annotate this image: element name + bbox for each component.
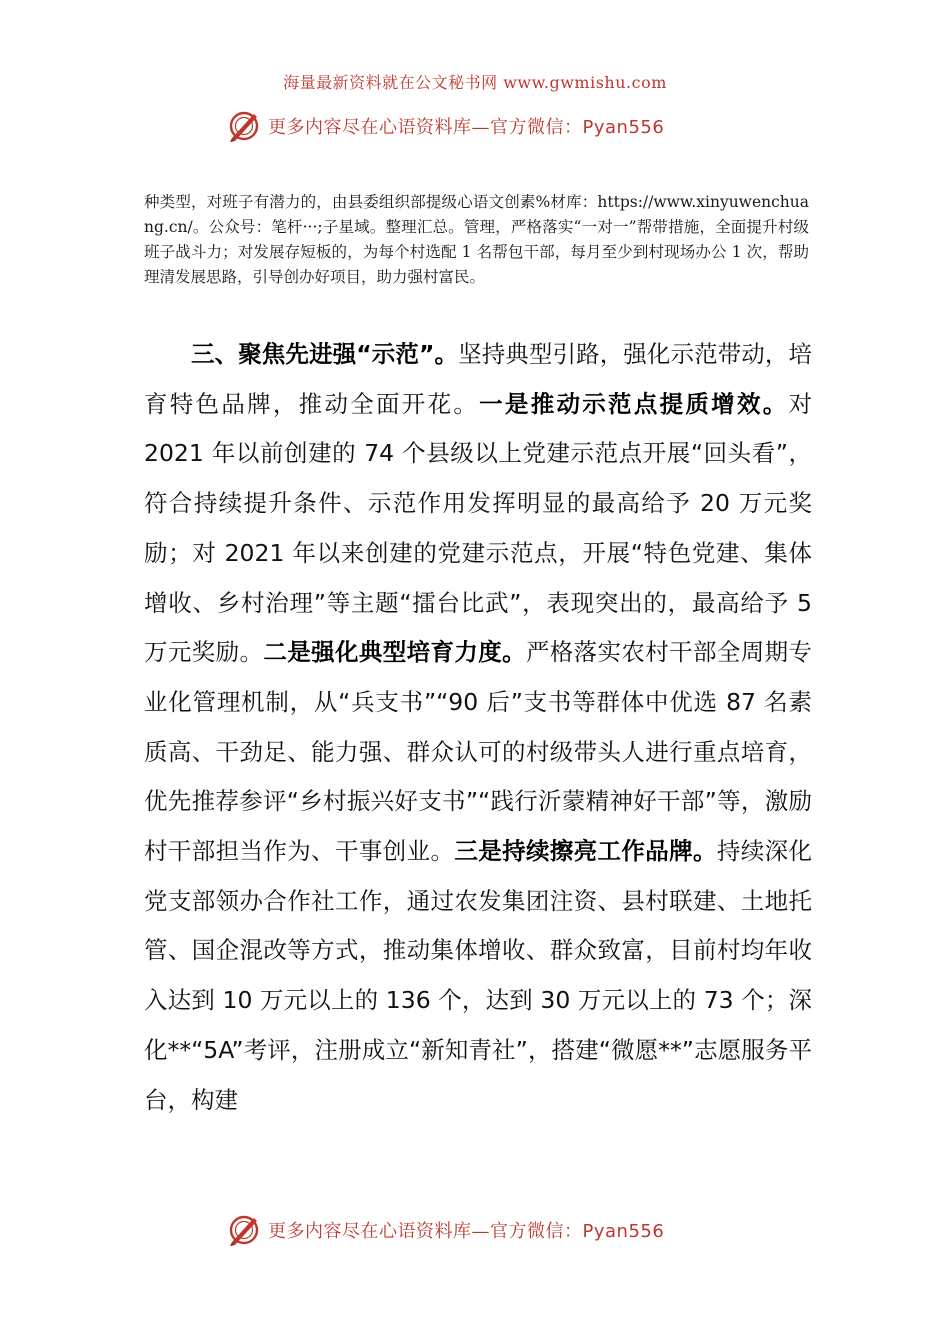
footer-brand-text	[268, 1217, 664, 1243]
point1-body: 对 2021 年以前创建的 74 个县级以上党建示范点开展“回头看”，符合持续提升条件、示范作用发挥明显的最高给予 20 万元奖励；对 2021 年以来创建的党建示范点，开展“特色党建、集体增收、乡村治理”等主题“擂台比武”，表现突出的，最高给予 5 万元奖励。	[144, 389, 813, 667]
header-top-link[interactable]: 海量最新资料就在公文秘书网 www.gwmishu.com	[283, 73, 667, 92]
section-three-paragraph	[144, 330, 812, 1125]
header-brand-banner	[226, 108, 664, 144]
section-three-heading: 三、聚焦先进强“示范”。	[191, 340, 459, 368]
continuation-paragraph: 种类型，对班子有潜力的，由县委组织部提级心语文创素%材库：https://www.xinyuwenchuang.cn/。公众号：笔杆···;子星域。整理汇总。管理，严格落实“一对一”帮带措施，全面提升村级班子战斗力；对发展存短板的，为每个村选配 1 名帮包干部，每月至少到村现场办公 1 次，帮助理清发展思路，引导创办好项目，助力强村富民。	[144, 193, 809, 286]
point3-body: 持续深化党支部领办合作社工作，通过农发集团注资、县村联建、土地托管、国企混改等方式，推动集体增收、群众致富，目前村均年收入达到 10 万元以上的 136 个，达到 30 万元以上的 73 个；深化**“5A”考评，注册成立“新知青社”，搭建“微愿**”志愿服务平台，构建	[144, 837, 813, 1114]
point2-body: 严格落实农村干部全周期专业化管理机制，从“兵支书”“90 后”支书等群体中优选 87 名素质高、干劲足、能力强、群众认可的村级带头人进行重点培育，优先推荐参评“乡村振兴好支书”“践行沂蒙精神好干部”等，激励村干部担当作为、干事创业。	[144, 638, 813, 866]
footer-wechat-id: Pyan556	[582, 1221, 665, 1242]
point1-title: 一是推动示范点提质增效。	[479, 389, 789, 418]
point3-title: 三是持续擦亮工作品牌。	[454, 837, 717, 866]
section-three-intro: 坚持典型引路，强化示范带动，培育特色品牌，推动全面开花。	[144, 340, 812, 418]
point2-title: 二是强化典型培育力度。	[263, 638, 526, 667]
header-brand-label: 更多内容尽在心语资料库—官方微信：	[268, 117, 583, 138]
header-wechat-id: Pyan556	[582, 117, 665, 138]
header-brand-text	[268, 113, 664, 139]
footer-brand-label: 更多内容尽在心语资料库—官方微信：	[268, 1221, 583, 1242]
pen-circle-logo-icon	[226, 1212, 262, 1248]
footer-brand-banner	[226, 1212, 664, 1248]
pen-circle-logo-icon	[226, 108, 262, 144]
